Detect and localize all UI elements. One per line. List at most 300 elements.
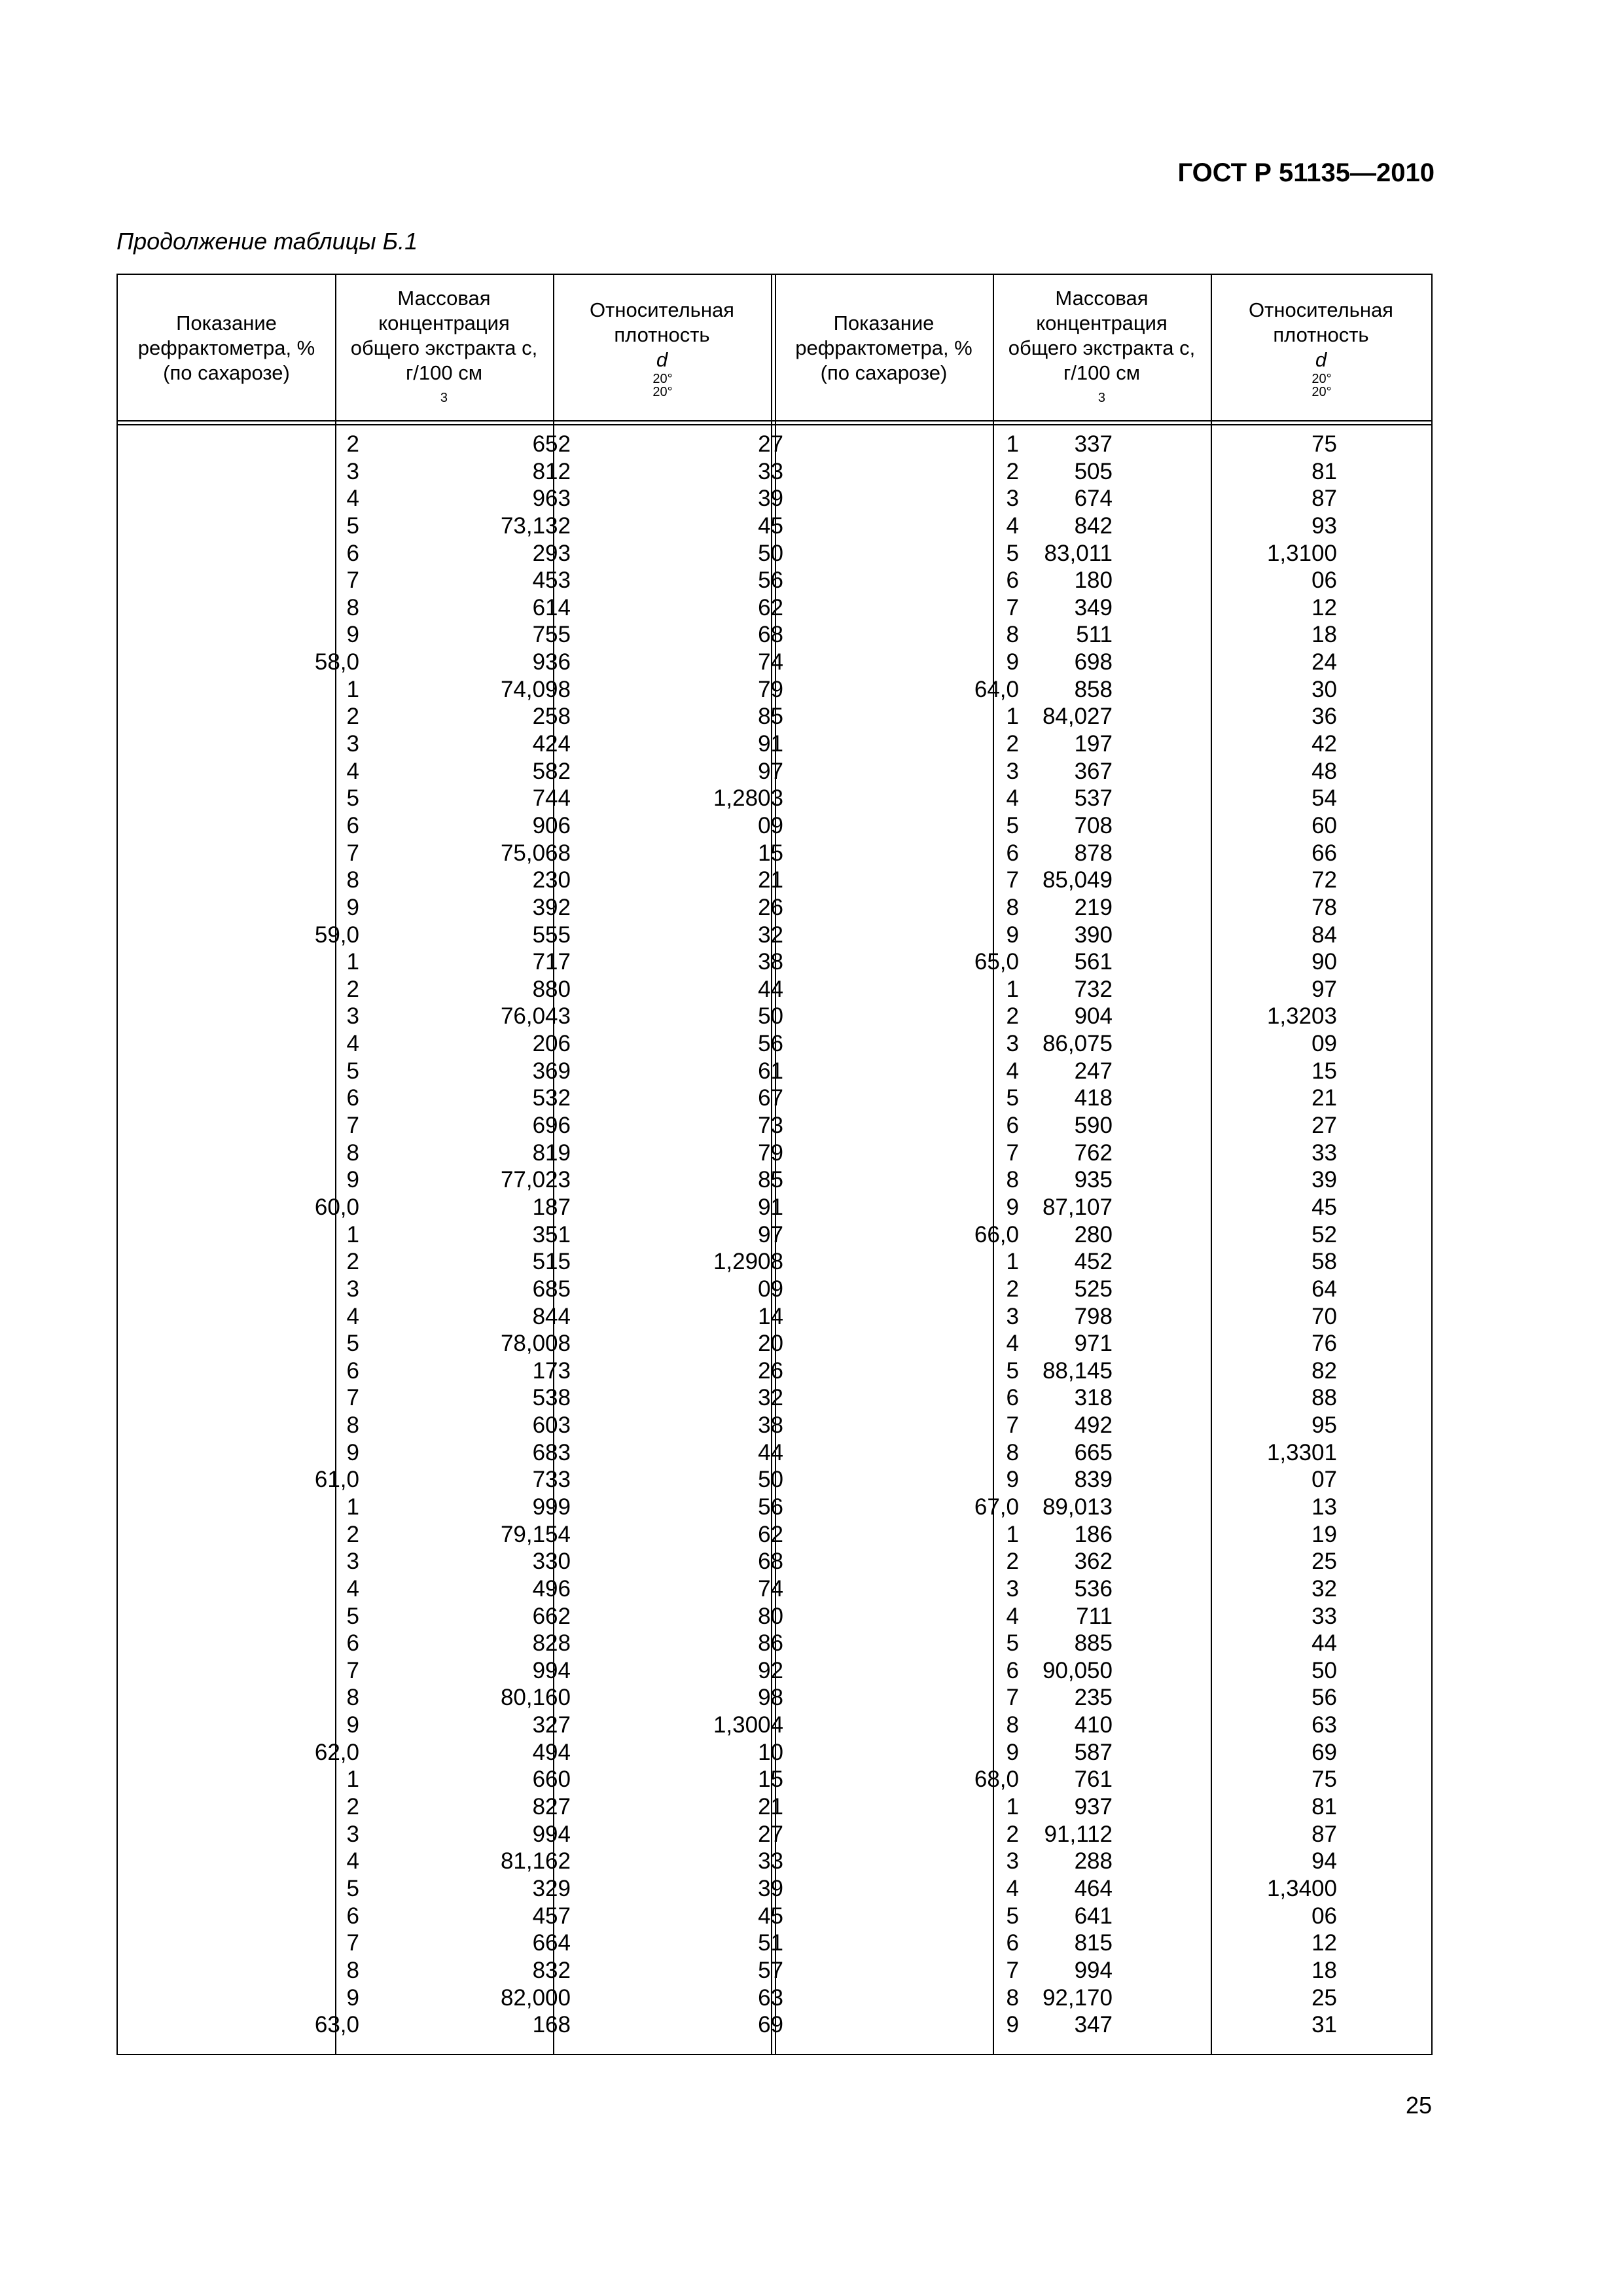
table-cell: 2 <box>1006 1003 1019 1030</box>
table-cell: 2 <box>346 1794 359 1820</box>
table-cell: 73,132 <box>500 512 571 539</box>
table-cell: 9 <box>1006 649 1019 675</box>
table-cell: 1,2908 <box>713 1249 783 1275</box>
table-cell: 6 <box>1006 567 1019 594</box>
table-cell: 173 <box>532 1357 571 1384</box>
table-cell: 858 <box>1074 676 1113 702</box>
table-cell: 1 <box>346 676 359 702</box>
header-reading-line: (по сахарозе) <box>820 361 948 384</box>
table-cell: 39 <box>758 486 783 512</box>
table-cell: 92,170 <box>1042 1984 1113 2011</box>
table-cell: 8 <box>1006 622 1019 648</box>
table-cell: 50 <box>758 540 783 566</box>
document-standard-header: ГОСТ Р 51135—2010 <box>1177 158 1435 187</box>
table-cell: 5 <box>346 1058 359 1084</box>
table-cell: 74 <box>758 1575 783 1602</box>
table-cell: 698 <box>1074 649 1113 675</box>
table-cell: 1 <box>346 1494 359 1520</box>
table-cell: 97 <box>758 758 783 784</box>
table-cell: 168 <box>532 2012 571 2038</box>
column-concentration-right <box>1043 431 1113 2039</box>
table-cell: 50 <box>1311 1657 1337 1683</box>
table-cell: 410 <box>1074 1712 1113 1738</box>
table-cell: 590 <box>1074 1113 1113 1139</box>
table-cell: 9 <box>346 1712 359 1738</box>
table-cell: 45 <box>758 1903 783 1929</box>
table-cell: 464 <box>1074 1875 1113 1901</box>
table-cell: 25 <box>1311 1984 1337 2011</box>
table-cell: 27 <box>1311 1113 1337 1139</box>
table-cell: 15 <box>1311 1058 1337 1084</box>
table-cell: 7 <box>346 1930 359 1956</box>
table-cell: 4 <box>346 1848 359 1874</box>
table-cell: 9 <box>1006 1739 1019 1765</box>
table-cell: 68,0 <box>974 1767 1019 1793</box>
table-cell: 8 <box>346 1412 359 1439</box>
table-cell: 91 <box>758 1194 783 1220</box>
table-cell: 54 <box>1311 785 1337 812</box>
table-cell: 18 <box>1311 1957 1337 1983</box>
table-cell: 9 <box>1006 1194 1019 1220</box>
table-cell: 24 <box>1311 649 1337 675</box>
table-cell: 91 <box>758 731 783 757</box>
table-cell: 98 <box>758 1685 783 1711</box>
table-cell: 7 <box>1006 1139 1019 1166</box>
table-cell: 3 <box>1006 1031 1019 1057</box>
table-cell: 61,0 <box>314 1467 359 1493</box>
table-cell: 798 <box>1074 1303 1113 1329</box>
table-cell: 88 <box>1311 1385 1337 1411</box>
table-cell: 180 <box>1074 567 1113 594</box>
density-temp-sub: 20° <box>1311 385 1332 399</box>
table-cell: 3 <box>1006 1575 1019 1602</box>
unit-exponent: 3 <box>440 391 448 405</box>
table-cell: 38 <box>758 1412 783 1439</box>
table-cell: 2 <box>346 976 359 1002</box>
table-cell: 4 <box>346 758 359 784</box>
table-cell: 70 <box>1311 1303 1337 1329</box>
table-cell: 56 <box>758 567 783 594</box>
table-cell: 247 <box>1074 1058 1113 1084</box>
table-cell: 20 <box>758 1331 783 1357</box>
table-cell: 4 <box>1006 1875 1019 1901</box>
header-concentration-left <box>335 275 553 422</box>
table-cell: 12 <box>1311 1930 1337 1956</box>
table-cell: 832 <box>532 1957 571 1983</box>
table-cell: 74,098 <box>500 676 571 702</box>
table-cell: 582 <box>532 758 571 784</box>
table-cell: 963 <box>532 486 571 512</box>
table-cell: 75 <box>1311 431 1337 457</box>
table-cell: 1 <box>1006 1521 1019 1547</box>
table-cell: 511 <box>1076 622 1113 648</box>
table-cell: 80,160 <box>500 1685 571 1711</box>
table-cell: 82 <box>1311 1357 1337 1384</box>
table-cell: 12 <box>1311 594 1337 620</box>
table-cell: 3 <box>346 1003 359 1030</box>
table-cell: 44 <box>758 1439 783 1465</box>
table-cell: 6 <box>1006 1930 1019 1956</box>
table-cell: 21 <box>758 1794 783 1820</box>
table-cell: 2 <box>346 704 359 730</box>
density-symbol: d 20° 20° <box>1249 348 1393 399</box>
table-cell: 683 <box>532 1439 571 1465</box>
table-cell: 64 <box>1311 1276 1337 1302</box>
table-cell: 5 <box>1006 1630 1019 1657</box>
table-cell: 392 <box>532 894 571 920</box>
table-cell: 4 <box>346 1031 359 1057</box>
table-cell: 812 <box>532 458 571 484</box>
table-cell: 219 <box>1074 894 1113 920</box>
table-cell: 67,0 <box>974 1494 1019 1520</box>
header-reading-left <box>118 275 335 422</box>
table-cell: 230 <box>532 867 571 893</box>
table-cell: 4 <box>1006 512 1019 539</box>
table-cell: 1 <box>1006 431 1019 457</box>
table-cell: 84 <box>1311 922 1337 948</box>
column-concentration-left <box>501 431 571 2039</box>
table-cell: 2 <box>1006 1821 1019 1847</box>
column-reading-left <box>315 431 359 2039</box>
table-cell: 81 <box>1311 458 1337 484</box>
header-concentration-line: концентрация <box>378 312 510 334</box>
table-cell: 4 <box>1006 1603 1019 1629</box>
table-cell: 4 <box>1006 1058 1019 1084</box>
table-cell: 19 <box>1311 1521 1337 1547</box>
table-cell: 63 <box>1311 1712 1337 1738</box>
table-cell: 349 <box>1074 594 1113 620</box>
table-cell: 2 <box>346 1249 359 1275</box>
table-cell: 280 <box>1074 1221 1113 1247</box>
data-table <box>116 274 1433 2055</box>
table-cell: 2 <box>1006 1276 1019 1302</box>
table-cell: 13 <box>1311 1494 1337 1520</box>
table-cell: 90,050 <box>1042 1657 1113 1683</box>
table-cell: 906 <box>532 812 571 838</box>
table-cell: 937 <box>1074 1794 1113 1820</box>
header-concentration-unit: г/100 см 3 <box>1008 361 1196 410</box>
table-cell: 8 <box>346 1685 359 1711</box>
table-cell: 7 <box>1006 1412 1019 1439</box>
table-cell: 42 <box>1311 731 1337 757</box>
table-cell: 07 <box>1311 1467 1337 1493</box>
table-cell: 1,3400 <box>1266 1875 1337 1901</box>
table-cell: 603 <box>532 1412 571 1439</box>
table-cell: 80 <box>758 1603 783 1629</box>
table-cell: 9 <box>346 1984 359 2011</box>
table-cell: 97 <box>758 1221 783 1247</box>
table-cell: 06 <box>1311 1903 1337 1929</box>
table-cell: 66,0 <box>974 1221 1019 1247</box>
table-cell: 93 <box>1311 512 1337 539</box>
table-cell: 86,075 <box>1042 1031 1113 1057</box>
header-density-left <box>553 275 771 422</box>
table-cell: 9 <box>1006 2012 1019 2038</box>
table-cell: 6 <box>346 1357 359 1384</box>
table-cell: 81 <box>1311 1794 1337 1820</box>
table-cell: 2 <box>1006 1549 1019 1575</box>
table-cell: 885 <box>1074 1630 1113 1657</box>
table-cell: 4 <box>1006 785 1019 812</box>
table-cell: 91,112 <box>1044 1821 1113 1847</box>
table-cell: 94 <box>1311 1848 1337 1874</box>
table-cell: 6 <box>346 812 359 838</box>
table-cell: 337 <box>1074 431 1113 457</box>
table-cell: 5 <box>1006 540 1019 566</box>
header-concentration-line: Массовая <box>397 287 491 310</box>
table-cell: 994 <box>1074 1957 1113 1983</box>
table-cell: 1 <box>346 949 359 975</box>
table-cell: 27 <box>758 1821 783 1847</box>
table-cell: 86 <box>758 1630 783 1657</box>
table-cell: 65,0 <box>974 949 1019 975</box>
table-cell: 68 <box>758 622 783 648</box>
table-cell: 09 <box>758 1276 783 1302</box>
table-cell: 7 <box>346 567 359 594</box>
table-cell: 60,0 <box>314 1194 359 1220</box>
table-cell: 8 <box>346 867 359 893</box>
header-concentration-line: общего экстракта c, <box>1008 336 1196 359</box>
table-cell: 90 <box>1311 949 1337 975</box>
table-cell: 329 <box>532 1875 571 1901</box>
table-cell: 4 <box>346 1303 359 1329</box>
table-cell: 744 <box>532 785 571 812</box>
table-cell: 95 <box>1311 1412 1337 1439</box>
table-cell: 26 <box>758 894 783 920</box>
table-cell: 494 <box>532 1739 571 1765</box>
table-cell: 641 <box>1074 1903 1113 1929</box>
table-cell: 755 <box>532 622 571 648</box>
table-cell: 418 <box>1074 1085 1113 1111</box>
table-cell: 327 <box>532 1712 571 1738</box>
density-temp-sub: 20° <box>652 385 673 399</box>
table-cell: 515 <box>532 1249 571 1275</box>
table-cell: 8 <box>346 1957 359 1983</box>
table-cell: 10 <box>758 1739 783 1765</box>
table-cell: 51 <box>758 1930 783 1956</box>
table-cell: 733 <box>532 1467 571 1493</box>
table-cell: 532 <box>532 1085 571 1111</box>
table-cell: 5 <box>1006 812 1019 838</box>
table-cell: 21 <box>758 867 783 893</box>
table-cell: 3 <box>346 1549 359 1575</box>
table-cell: 87,107 <box>1042 1194 1113 1220</box>
table-cell: 31 <box>1311 2012 1337 2038</box>
table-cell: 696 <box>532 1113 571 1139</box>
table-cell: 36 <box>1311 704 1337 730</box>
table-cell: 18 <box>1311 622 1337 648</box>
table-cell: 293 <box>532 540 571 566</box>
table-cell: 77,023 <box>500 1167 571 1193</box>
table-cell: 674 <box>1074 486 1113 512</box>
table-cell: 38 <box>758 949 783 975</box>
header-reading-right <box>775 275 993 422</box>
table-cell: 33 <box>1311 1603 1337 1629</box>
table-cell: 186 <box>1074 1521 1113 1547</box>
table-cell: 69 <box>758 2012 783 2038</box>
table-cell: 87 <box>1311 486 1337 512</box>
table-cell: 318 <box>1074 1385 1113 1411</box>
table-cell: 1,3004 <box>713 1712 783 1738</box>
table-cell: 3 <box>346 1276 359 1302</box>
table-cell: 971 <box>1074 1331 1113 1357</box>
table-cell: 73 <box>758 1113 783 1139</box>
table-cell: 6 <box>346 1630 359 1657</box>
table-cell: 206 <box>532 1031 571 1057</box>
table-cell: 452 <box>1074 1249 1113 1275</box>
table-cell: 85 <box>758 1167 783 1193</box>
table-cell: 60 <box>1311 812 1337 838</box>
table-cell: 83,011 <box>1044 540 1113 566</box>
table-cell: 587 <box>1074 1739 1113 1765</box>
table-cell: 15 <box>758 1767 783 1793</box>
table-cell: 33 <box>1311 1139 1337 1166</box>
table-cell: 5 <box>1006 1357 1019 1384</box>
table-cell: 48 <box>1311 758 1337 784</box>
table-cell: 39 <box>1311 1167 1337 1193</box>
table-cell: 68 <box>758 1549 783 1575</box>
table-cell: 82,000 <box>500 1984 571 2011</box>
table-cell: 32 <box>758 1385 783 1411</box>
table-cell: 717 <box>532 949 571 975</box>
table-cell: 330 <box>532 1549 571 1575</box>
table-cell: 839 <box>1074 1467 1113 1493</box>
table-cell: 58,0 <box>314 649 359 675</box>
table-cell: 2 <box>346 1521 359 1547</box>
table-cell: 81,162 <box>500 1848 571 1874</box>
table-cell: 14 <box>758 1303 783 1329</box>
table-cell: 87 <box>1311 1821 1337 1847</box>
table-cell: 1 <box>1006 1794 1019 1820</box>
table-cell: 842 <box>1074 512 1113 539</box>
table-cell: 7 <box>1006 1685 1019 1711</box>
table-cell: 5 <box>1006 1903 1019 1929</box>
table-cell: 536 <box>1074 1575 1113 1602</box>
table-cell: 878 <box>1074 840 1113 866</box>
table-cell: 390 <box>1074 922 1113 948</box>
table-cell: 708 <box>1074 812 1113 838</box>
table-cell: 06 <box>1311 567 1337 594</box>
density-symbol: d 20° 20° <box>590 348 734 399</box>
table-cell: 8 <box>1006 1439 1019 1465</box>
table-cell: 711 <box>1076 1603 1113 1629</box>
table-cell: 5 <box>346 512 359 539</box>
table-cell: 5 <box>346 1331 359 1357</box>
table-cell: 6 <box>1006 840 1019 866</box>
table-cell: 994 <box>532 1821 571 1847</box>
table-cell: 52 <box>1311 1221 1337 1247</box>
table-cell: 652 <box>532 431 571 457</box>
header-density-line: Относительная <box>590 298 734 321</box>
table-cell: 2 <box>346 431 359 457</box>
table-cell: 45 <box>1311 1194 1337 1220</box>
table-cell: 362 <box>1074 1549 1113 1575</box>
table-cell: 66 <box>1311 840 1337 866</box>
table-cell: 50 <box>758 1003 783 1030</box>
table-cell: 424 <box>532 731 571 757</box>
table-cell: 26 <box>758 1357 783 1384</box>
header-density-line: плотность <box>1273 323 1369 346</box>
header-reading-line: рефрактометра, % <box>795 336 972 359</box>
table-cell: 457 <box>532 1903 571 1929</box>
header-reading-line: (по сахарозе) <box>163 361 290 384</box>
table-cell: 538 <box>532 1385 571 1411</box>
table-cell: 33 <box>758 1848 783 1874</box>
table-cell: 187 <box>532 1194 571 1220</box>
table-cell: 4 <box>1006 1331 1019 1357</box>
header-concentration-line: концентрация <box>1036 312 1168 334</box>
table-cell: 1 <box>346 1221 359 1247</box>
table-cell: 1 <box>346 1767 359 1793</box>
header-concentration-line: Массовая <box>1055 287 1149 310</box>
table-cell: 44 <box>758 976 783 1002</box>
table-caption: Продолжение таблицы Б.1 <box>116 228 418 255</box>
table-cell: 3 <box>1006 758 1019 784</box>
table-cell: 67 <box>758 1085 783 1111</box>
table-cell: 7 <box>346 1385 359 1411</box>
table-cell: 235 <box>1074 1685 1113 1711</box>
density-temp-sup: 20° <box>652 372 673 386</box>
table-cell: 25 <box>1311 1549 1337 1575</box>
table-cell: 3 <box>1006 486 1019 512</box>
table-cell: 351 <box>532 1221 571 1247</box>
table-cell: 1 <box>1006 704 1019 730</box>
table-cell: 685 <box>532 1276 571 1302</box>
table-cell: 39 <box>758 1875 783 1901</box>
table-cell: 537 <box>1074 785 1113 812</box>
table-cell: 5 <box>346 1603 359 1629</box>
table-cell: 664 <box>532 1930 571 1956</box>
table-cell: 75 <box>1311 1767 1337 1793</box>
table-cell: 369 <box>532 1058 571 1084</box>
table-cell: 59,0 <box>314 922 359 948</box>
table-cell: 880 <box>532 976 571 1002</box>
table-cell: 1,3301 <box>1266 1439 1337 1465</box>
table-cell: 3 <box>346 731 359 757</box>
table-cell: 660 <box>532 1767 571 1793</box>
table-cell: 347 <box>1074 2012 1113 2038</box>
table-cell: 69 <box>1311 1739 1337 1765</box>
table-cell: 935 <box>1074 1167 1113 1193</box>
table-cell: 827 <box>532 1794 571 1820</box>
table-cell: 44 <box>1311 1630 1337 1657</box>
table-cell: 7 <box>1006 867 1019 893</box>
table-cell: 9 <box>346 894 359 920</box>
column-divider <box>1211 275 1212 2054</box>
table-cell: 936 <box>532 649 571 675</box>
table-cell: 561 <box>1074 949 1113 975</box>
table-cell: 1,3203 <box>1266 1003 1337 1030</box>
table-cell: 88,145 <box>1042 1357 1113 1384</box>
table-cell: 8 <box>1006 1984 1019 2011</box>
table-cell: 6 <box>1006 1113 1019 1139</box>
table-cell: 492 <box>1074 1412 1113 1439</box>
header-reading-line: Показание <box>833 312 935 334</box>
table-cell: 09 <box>758 812 783 838</box>
table-cell: 6 <box>346 1903 359 1929</box>
table-cell: 819 <box>532 1139 571 1166</box>
table-cell: 58 <box>1311 1249 1337 1275</box>
header-concentration-right <box>993 275 1211 422</box>
table-cell: 8 <box>1006 894 1019 920</box>
table-cell: 7 <box>346 1113 359 1139</box>
table-cell: 1 <box>1006 1249 1019 1275</box>
table-cell: 97 <box>1311 976 1337 1002</box>
header-density-line: плотность <box>614 323 710 346</box>
table-cell: 79,154 <box>500 1521 571 1547</box>
table-cell: 9 <box>346 1439 359 1465</box>
table-cell: 9 <box>1006 1467 1019 1493</box>
